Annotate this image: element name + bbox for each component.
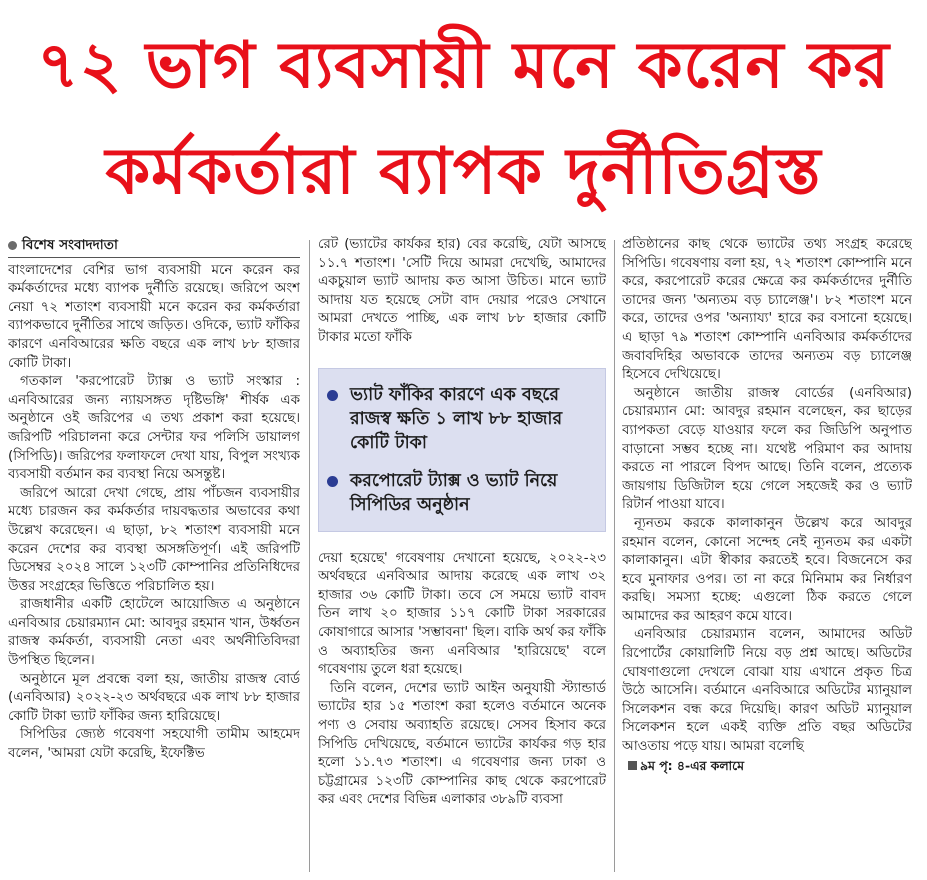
paragraph: রাজধানীর একটি হোটেলে আয়োজিত এ অনুষ্ঠানে এনবিআর চেয়ারম্যান মো: আবদুর রহমান খান, উর্ধ্বতন রাজস্ব কর্মকর্তা, ব্যবসায়ী নেতা এবং অর্থনীতিবিদরা উপস্থিত ছিলেন। bbox=[8, 597, 300, 669]
byline-rule bbox=[8, 257, 300, 258]
highlight-item bbox=[327, 383, 595, 455]
byline-text: বিশেষ সংবাদদাতা bbox=[22, 237, 118, 253]
headline-line-1: ৭২ ভাগ ব্যবসায়ী মনে করেন কর bbox=[37, 29, 890, 103]
column-divider bbox=[614, 240, 615, 872]
article-column-1 bbox=[8, 236, 300, 876]
article-column-3 bbox=[622, 236, 912, 876]
paragraph: অনুষ্ঠানে জাতীয় রাজস্ব বোর্ডের (এনবিআর) চেয়ারম্যান মো: আবদুর রহমান বলেছেন, কর ছাড়ের ব্যাপকতা বেড়ে যাওয়ার ফলে কর জিডিপি অনুপাত বাড়ানো সম্ভব হচ্ছে না। যথেষ্ট পরিমাণ কর আদায় করতে না পারলে বিপদ আছে। তিনি বলেন, প্রত্যেক জায়গায় ডিজিটাল হয়ে গেলে সহজেই কর ও ভ্যাট রিটার্ন পাওয়া যাবে। bbox=[622, 385, 912, 513]
bullet-icon bbox=[327, 390, 338, 401]
paragraph: দেয়া হয়েছে' গবেষণায় দেখানো হয়েছে, ২০২২-২৩ অর্থবছরে এনবিআর আদায় করেছে এক লাখ ৩২ হাজার ৩৬ কোটি টাকা। তবে সে সময়ে ভ্যাট বাবদ তিন লাখ ২০ হাজার ১১৭ কোটি টাকা সরকারের কোষাগারে আসার 'সম্ভাবনা' ছিল। বাকি অর্থ কর ফাঁকি ও অব্যাহতির জন্য এনবিআর 'হারিয়েছে' বলে গবেষণায় তুলে ধরা হয়েছে। bbox=[318, 550, 606, 678]
paragraph: বাংলাদেশের বেশির ভাগ ব্যবসায়ী মনে করেন কর কর্মকর্তাদের মধ্যে ব্যাপক দুর্নীতি রয়েছে। জরিপে অংশ নেয়া ৭২ শতাংশ ব্যবসায়ী মনে করেন কর কর্মকর্তারা ব্যাপকভাবে দুর্নীতির সাথে জড়িত। ওদিকে, ভ্যাট ফাঁকির কারণে এনবিআরের ক্ষতি বছরে এক লাখ ৮৮ হাজার কোটি টাকা। bbox=[8, 262, 300, 371]
article-column-2 bbox=[318, 236, 606, 876]
jump-line[interactable]: ৯ম পৃ: ৪-এর কলামে bbox=[640, 757, 745, 773]
highlight-text: করপোরেট ট্যাক্স ও ভ্যাট নিয়ে সিপিডির অনুষ্ঠান bbox=[350, 470, 558, 515]
paragraph: তিনি বলেন, দেশের ভ্যাট আইন অনুযায়ী স্ট্যান্ডার্ড ভ্যাটের হার ১৫ শতাংশ করা হলেও বর্তমানে অনেক পণ্য ও সেবায় অব্যাহতি রয়েছে। সেসব হিসাব করে সিপিডি দেখিয়েছে, বর্তমানে ভ্যাটের কার্যকর গড় হার হলো ১১.৭৩ শতাংশ। এ গবেষণার জন্য ঢাকা ও চট্টগ্রামের ১২৩টি কোম্পানির কাছ থেকে করপোরেট কর এবং দেশের বিভিন্ন এলাকার ৩৮৯টি ব্যবসা bbox=[318, 680, 606, 808]
paragraph: রেট (ভ্যাটের কার্যকর হার) বের করেছি, যেটা আসছে ১১.৭ শতাংশ। 'সেটি দিয়ে আমরা দেখেছি, আমাদের একচুয়াল ভ্যাট আদায় কত আসা উচিত। মানে ভ্যাট আদায় যত হয়েছে সেটা বাদ দেয়ার পরেও সেখানে আমরা দেখতে পাচ্ছি, এক লাখ ৮৮ হাজার কোটি টাকার মতো ফাঁকি bbox=[318, 237, 606, 345]
square-icon bbox=[628, 761, 637, 770]
bullet-icon bbox=[8, 241, 17, 250]
paragraph: গতকাল 'করপোরেট ট্যাক্স ও ভ্যাট সংস্কার : এনবিআরের জন্য ন্যায়সঙ্গত দৃষ্টিভঙ্গি' শীর্ষক এক অনুষ্ঠানে ওই জরিপের এ তথ্য প্রকাশ করা হয়েছে। জরিপটি পরিচালনা করে সেন্টার ফর পলিসি ডায়ালগ (সিপিডি)। জরিপের ফলাফলে দেখা যায়, বিপুল সংখ্যক ব্যবসায়ী বর্তমান কর ব্যবস্থা নিয়ে অসন্তুষ্ট। bbox=[8, 374, 300, 483]
highlight-box bbox=[318, 368, 606, 532]
headline-line-2: কর্মকর্তারা ব্যাপক দুর্নীতিগ্রস্ত bbox=[105, 135, 822, 209]
byline bbox=[8, 236, 300, 255]
highlight-item bbox=[327, 469, 595, 517]
paragraph: সিপিডির জ্যেষ্ঠ গবেষণা সহযোগী তামীম আহমেদ বলেন, 'আমরা যেটা করেছি, ইফেক্টিভ bbox=[8, 727, 300, 762]
paragraph: অনুষ্ঠানে মূল প্রবন্ধে বলা হয়, জাতীয় রাজস্ব বোর্ড (এনবিআর) ২০২২-২৩ অর্থবছরে এক লাখ ৮৮ হাজার কোটি টাকা ভ্যাট ফাঁকির জন্য হারিয়েছে। bbox=[8, 671, 300, 724]
paragraph: প্রতিষ্ঠানের কাছ থেকে ভ্যাটের তথ্য সংগ্রহ করেছে সিপিডি। গবেষণায় বলা হয়, ৭২ শতাংশ কোম্পানি মনে করে, করপোরেট করের ক্ষেত্রে কর কর্মকর্তাদের দুর্নীতি তাদের জন্য 'অন্যতম বড় চ্যালেঞ্জ'। ৮২ শতাংশ মনে করে, তাদের ওপর 'অন্যায্য' হারে কর বসানো হয়েছে। এ ছাড়া ৭৯ শতাংশ কোম্পানি এনবিআর কর্মকর্তাদের জবাবদিহির অভাবকে তাদের অন্যতম বড় চ্যালেঞ্জ হিসেবে দেখিয়েছে। bbox=[622, 237, 912, 383]
paragraph: ন্যূনতম করকে কালাকানুন উল্লেখ করে আবদুর রহমান বলেন, কোনো সন্দেহ নেই ন্যূনতম কর একটা কালাকানুন। এটা স্বীকার করতেই হবে। বিজনেসে কর হবে মুনাফার ওপর। তা না করে মিনিমাম কর নির্ধারণ করছি। সমস্যা হচ্ছে: এগুলো ঠিক করতে গেলে আমাদের কর আহরণ কমে যাবে। bbox=[622, 515, 912, 624]
paragraph: জরিপে আরো দেখা গেছে, প্রায় পাঁচজন ব্যবসায়ীর মধ্যে চারজন কর কর্মকর্তার দায়বদ্ধতার অভাবের কথা উল্লেখ করেছেন। এ ছাড়া, ৮২ শতাংশ ব্যবসায়ী মনে করেন দেশের কর ব্যবস্থা অসঙ্গতিপূর্ণ। এই জরিপটি ডিসেম্বর ২০২৪ সালে ১২৩টি কোম্পানির প্রতিনিধিদের উত্তর সংগ্রহের ভিত্তিতে পরিচালিত হয়। bbox=[8, 485, 300, 594]
highlight-text: ভ্যাট ফাঁকির কারণে এক বছরে রাজস্ব ক্ষতি ১ লাখ ৮৮ হাজার কোটি টাকা bbox=[350, 384, 563, 453]
continuation bbox=[622, 757, 912, 777]
bullet-icon bbox=[327, 476, 338, 487]
paragraph: এনবিআর চেয়ারম্যান বলেন, আমাদের অডিট রিপোর্টের কোয়ালিটি নিয়ে বড় প্রশ্ন আছে। অডিটের ঘোষণাগুলো দেখলে বোঝা যায় এখানে প্রকৃত চিত্র উঠে আসেনি। বর্তমানে এনবিআরে অডিটের ম্যানুয়াল সিলেকশন বন্ধ করে দিয়েছি। কারণ অডিট ম্যানুয়াল সিলেকশন হলে একই ব্যক্তি প্রতি বছর অডিটের আওতায় পড়ে যায়। আমরা বলেছি bbox=[622, 627, 912, 755]
column-divider bbox=[309, 240, 310, 872]
